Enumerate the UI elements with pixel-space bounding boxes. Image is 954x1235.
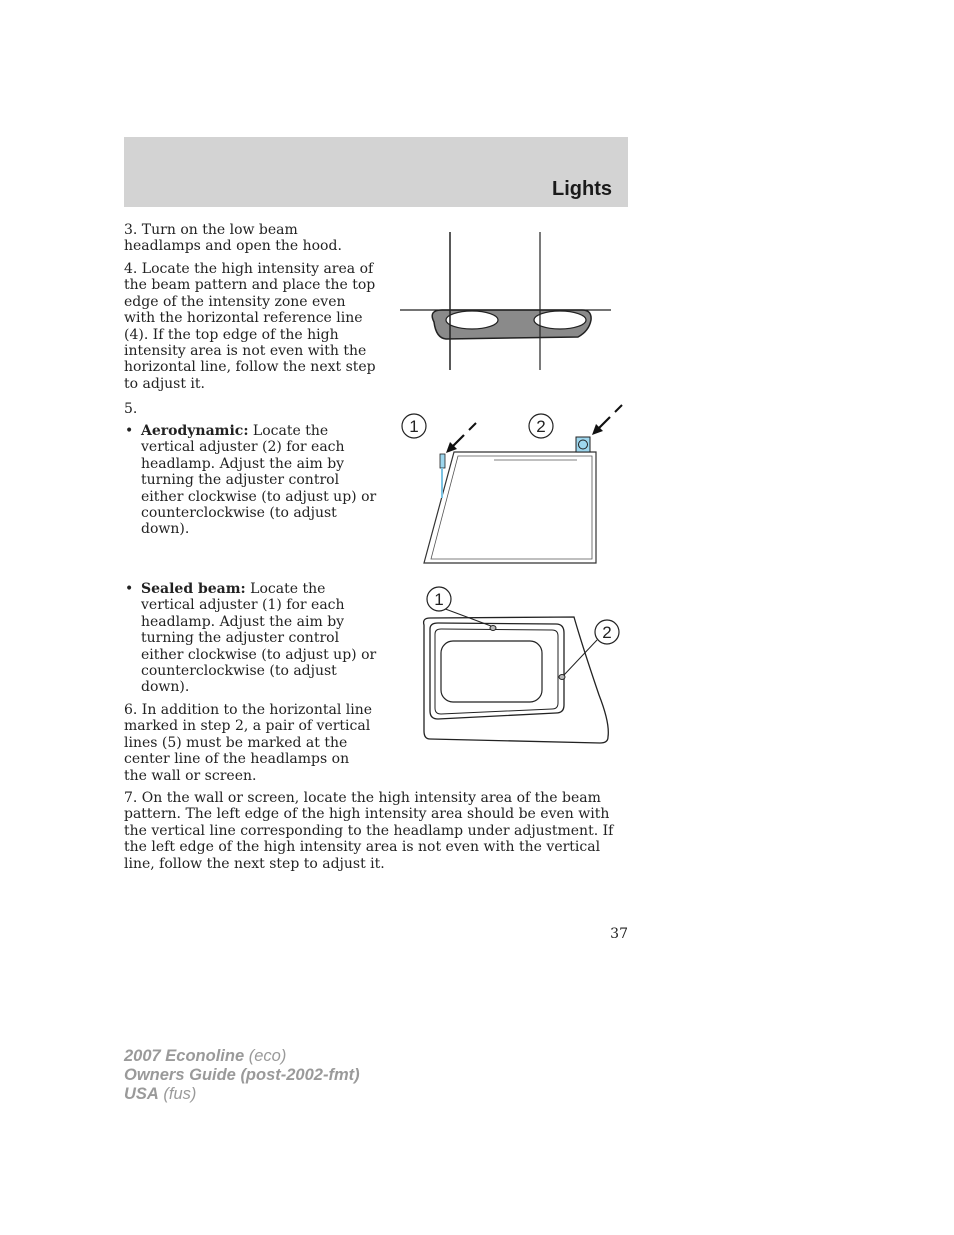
adjuster-2-screw <box>559 675 565 680</box>
section-header <box>124 137 628 207</box>
callout-2-label: 2 <box>602 623 612 642</box>
callout-1-label: 1 <box>409 417 419 436</box>
footer-market: USA <box>124 1085 159 1103</box>
sealed-beam-lens <box>441 641 542 702</box>
sealed-beam-headlamp-figure <box>410 585 628 747</box>
footer-market-code: (fus) <box>158 1085 197 1103</box>
bullet-marker: • <box>125 423 134 439</box>
footer-model-code: (eco) <box>244 1047 287 1065</box>
page-number: 37 <box>610 926 628 942</box>
arrow-1-shaft <box>452 435 464 447</box>
adjuster-1-screw <box>490 626 496 631</box>
adjuster-1-marker <box>440 454 445 468</box>
aerodynamic-label: Aerodynamic: <box>141 423 249 439</box>
section-title: Lights <box>552 178 612 200</box>
left-headlamp-lens <box>446 311 498 329</box>
step-7-text: 7. On the wall or screen, locate the high intensity area of the beam pattern. The left edge of the high intensity area should be even with the vertical line corresponding to the headlamp under adjustment. If the left edge of the high intensity area is not even with the vertical line, follow the next step to adjust it. <box>124 790 614 872</box>
footer-line-3 <box>124 1085 360 1104</box>
step-3-text: 3. Turn on the low beam headlamps and open the hood. <box>124 222 342 255</box>
arrow-2-shaft <box>598 417 610 429</box>
arrow-2-dash <box>615 405 622 412</box>
footer-line-1 <box>124 1047 360 1066</box>
aerodynamic-headlamp-figure <box>400 400 630 568</box>
bullet-marker: • <box>125 581 134 597</box>
sealed-beam-bullet <box>125 581 379 696</box>
document-footer <box>124 1047 360 1104</box>
footer-model: 2007 Econoline <box>124 1047 245 1065</box>
step-4-text: 4. Locate the high intensity area of the beam pattern and place the top edge of the intensity zone even with the horizontal reference line (4). If the top edge of the high intensity area is not even with the horizontal line, follow the next step to adjust it. <box>124 261 376 392</box>
footer-line-2: Owners Guide (post-2002-fmt) <box>124 1066 360 1084</box>
right-headlamp-lens <box>534 311 586 329</box>
sealed-beam-text: Locate the vertical adjuster (1) for each headlamp. Adjust the aim by turning the adjuster control either clockwise (to adjust up) or counterclockwise (to adjust down). <box>141 581 377 696</box>
callout-2-label: 2 <box>536 417 546 436</box>
aerodynamic-text: Locate the vertical adjuster (2) for each headlamp. Adjust the aim by turning the adjuster control either clockwise (to adjust up) or counterclockwise (to adjust down). <box>141 423 377 538</box>
callout-1-label: 1 <box>434 590 444 609</box>
step-6-text: 6. In addition to the horizontal line marked in step 2, a pair of vertical lines (5) must be marked at the center line of the headlamps on the wall or screen. <box>124 702 373 784</box>
headlamp-outline <box>424 452 596 563</box>
arrow-1-dash <box>469 423 476 430</box>
sealed-beam-label: Sealed beam: <box>141 581 246 597</box>
headlamp-reference-lines-figure <box>398 230 614 372</box>
step-5-text: 5. <box>124 401 138 417</box>
aerodynamic-bullet <box>125 423 379 538</box>
